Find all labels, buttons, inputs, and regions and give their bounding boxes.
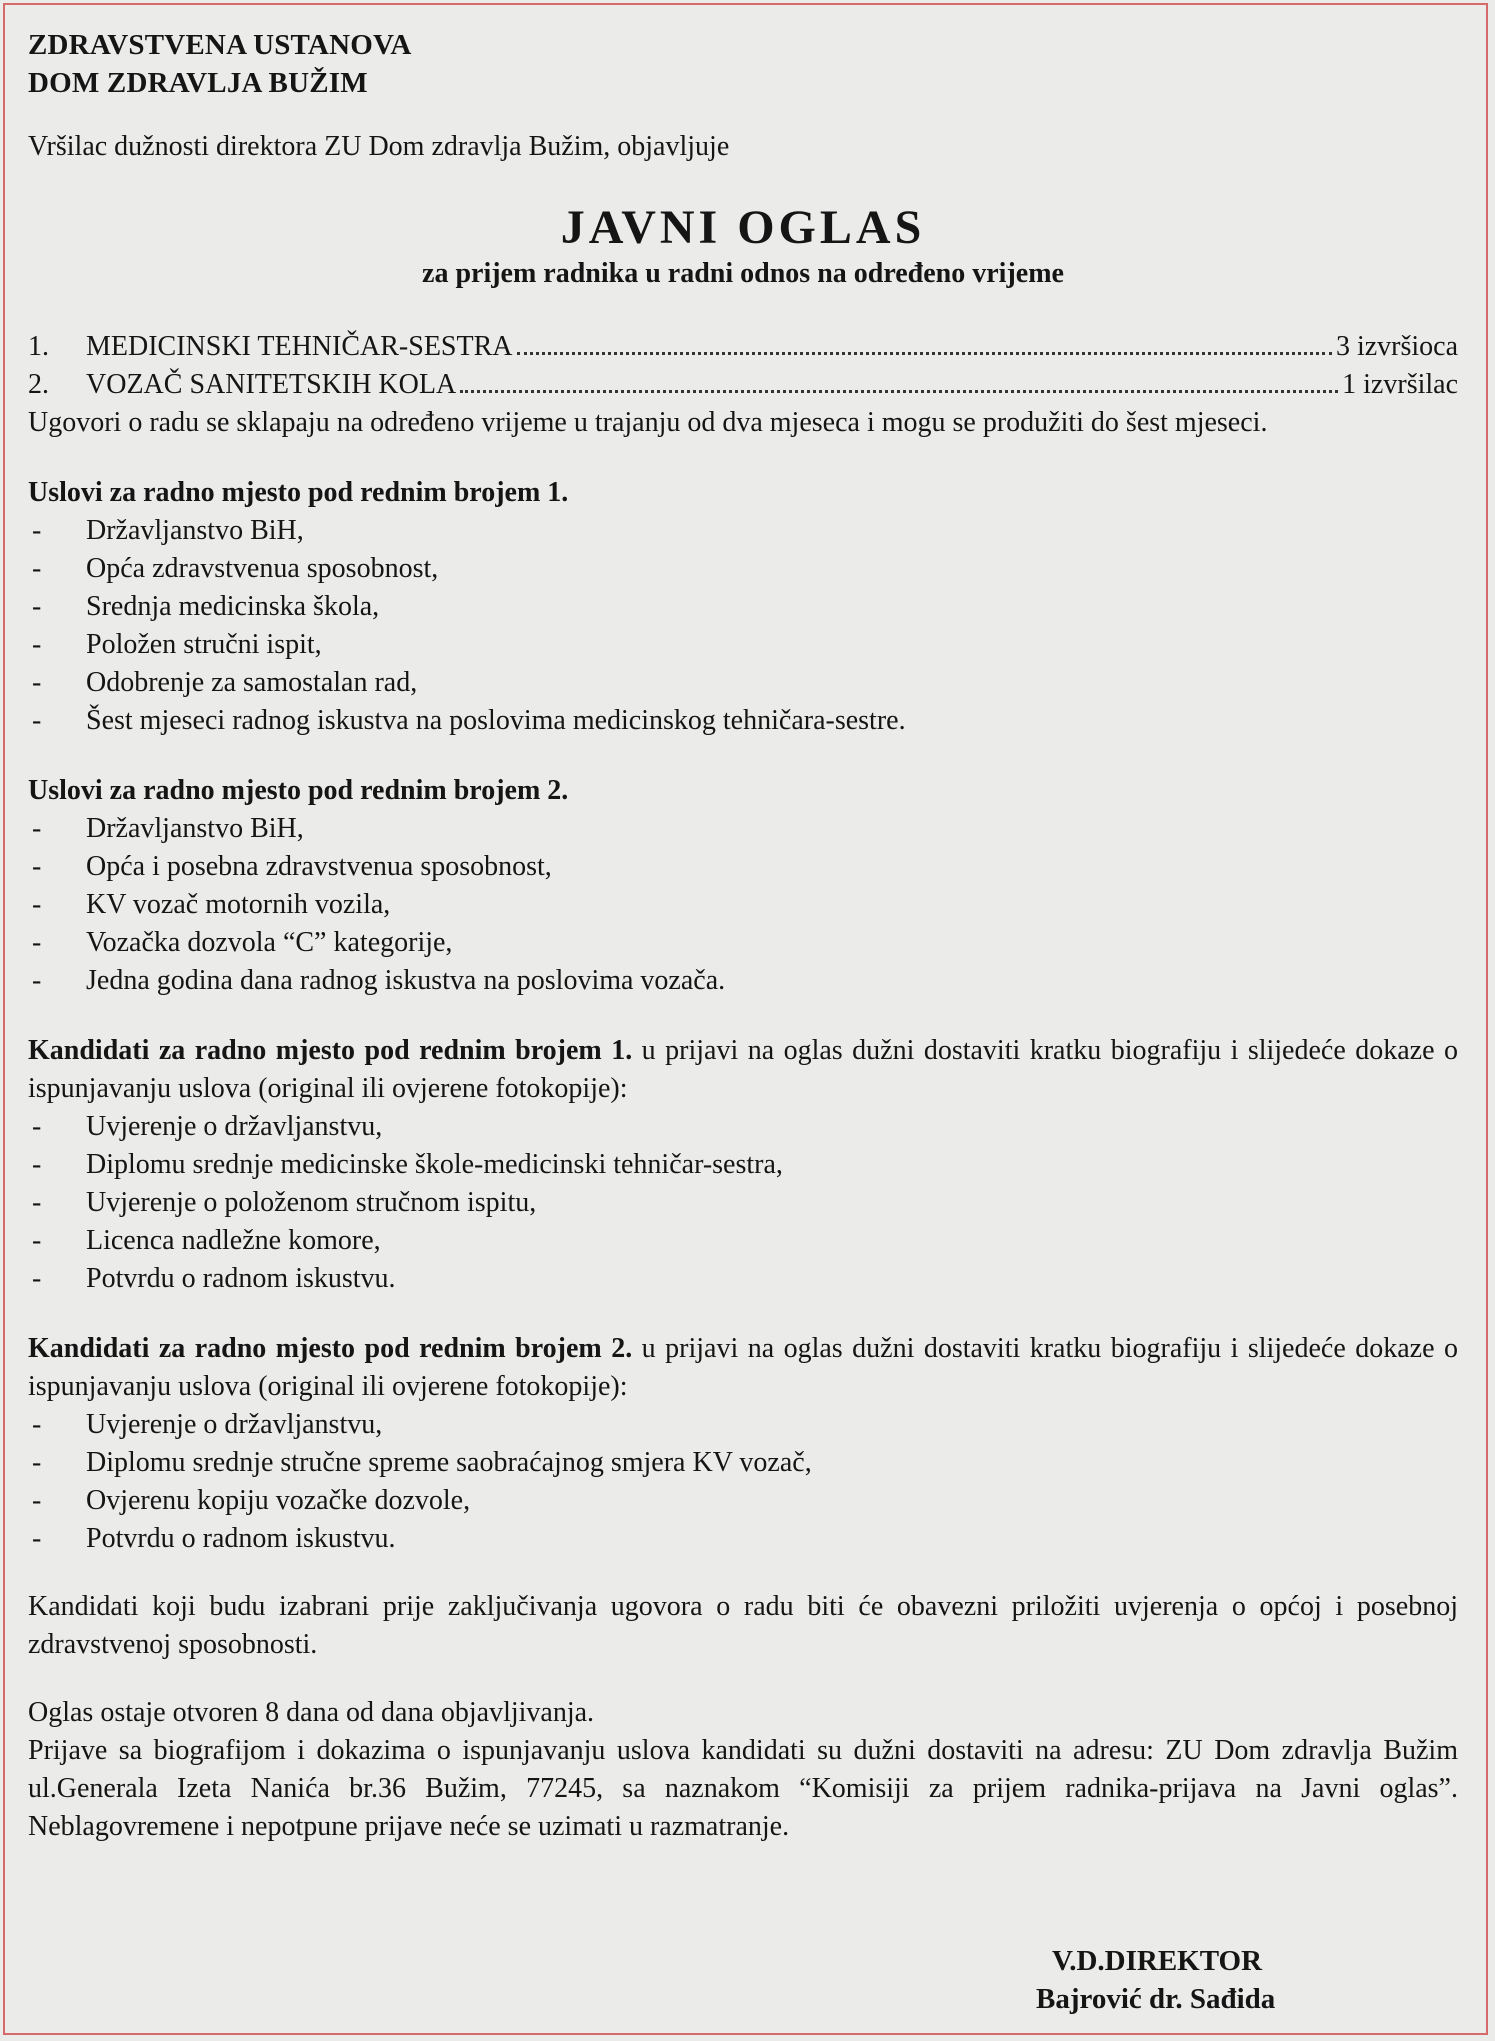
list-item-text: Odobrenje za samostalan rad,	[86, 667, 418, 698]
list-item	[28, 1222, 1458, 1260]
dash-bullet: -	[32, 813, 42, 844]
list-item	[28, 702, 1458, 740]
dash-bullet: -	[32, 1225, 42, 1256]
dash-bullet: -	[32, 591, 42, 622]
position-row	[28, 366, 1458, 404]
list-item	[28, 512, 1458, 550]
list-item-text: Državljanstvo BiH,	[86, 813, 304, 844]
list-item-text: Srednja medicinska škola,	[86, 591, 380, 622]
dot-leader	[460, 389, 1338, 393]
open-period-note: Oglas ostaje otvoren 8 dana od dana objavljivanja.	[28, 1697, 595, 1728]
list-item-text: Diplomu srednje stručne spreme saobraćajnog smjera KV vozač,	[86, 1447, 812, 1478]
dash-bullet: -	[32, 667, 42, 698]
dash-bullet: -	[32, 1409, 42, 1440]
position-name: VOZAČ SANITETSKIH KOLA	[86, 369, 457, 400]
list-item-text: Položen stručni ispit,	[86, 629, 322, 660]
list-item-text: Šest mjeseci radnog iskustva na poslovima medicinskog tehničara-sestre.	[86, 705, 906, 736]
candidates-2-lead: Kandidati za radno mjesto pod rednim brojem 2.	[28, 1333, 633, 1364]
conditions-1-list	[28, 512, 1458, 740]
list-item	[28, 1482, 1458, 1520]
submission-instructions: Prijave sa biografijom i dokazima o ispunjavanju uslova kandidati su dužni dostaviti na adresu: ZU Dom zdravlja Bužim ul.Generala Izeta Nanića br.36 Bužim, 77245, sa naznakom “Komisiji za prijem radnika-prijava na Javni oglas”. Neblagovremene i nepotpune prijave neće se uzimati u razmatranje.	[28, 1735, 1458, 1842]
list-item	[28, 1146, 1458, 1184]
document-title: JAVNI OGLAS	[560, 201, 926, 254]
list-item-text: Diplomu srednje medicinske škole-medicinski tehničar-sestra,	[86, 1149, 783, 1180]
list-item-text: KV vozač motornih vozila,	[86, 889, 391, 920]
document-subtitle: za prijem radnika u radni odnos na određeno vrijeme	[422, 258, 1064, 289]
dash-bullet: -	[32, 553, 42, 584]
list-item-text: Opća i posebna zdravstvenua sposobnost,	[86, 851, 552, 882]
list-item	[28, 848, 1458, 886]
candidates-2-text: u prijavi na oglas dužni dostaviti kratku biografiju i slijedeće dokaze o ispunjavanju uslova (original ili ovjerene fotokopije):	[28, 1333, 1458, 1402]
list-item	[28, 810, 1458, 848]
dot-leader	[517, 351, 1332, 355]
dash-bullet: -	[32, 1149, 42, 1180]
list-item-text: Državljanstvo BiH,	[86, 515, 304, 546]
candidates-2-paragraph	[28, 1330, 1458, 1406]
list-item-text: Opća zdravstvenua sposobnost,	[86, 553, 439, 584]
dash-bullet: -	[32, 851, 42, 882]
dash-bullet: -	[32, 515, 42, 546]
signature-role: V.D.DIREKTOR	[1052, 1945, 1263, 1977]
list-item	[28, 924, 1458, 962]
candidates-1-text: u prijavi na oglas dužni dostaviti kratku biografiju i slijedeće dokaze o ispunjavanju uslova (original ili ovjerene fotokopije):	[28, 1035, 1458, 1104]
dash-bullet: -	[32, 1447, 42, 1478]
dash-bullet: -	[32, 1263, 42, 1294]
candidates-1-list	[28, 1108, 1458, 1298]
signature-block	[1036, 1942, 1275, 2018]
list-item	[28, 886, 1458, 924]
candidates-1-paragraph	[28, 1032, 1458, 1108]
list-item	[28, 962, 1458, 1000]
list-item	[28, 1520, 1458, 1558]
positions-list	[28, 328, 1458, 404]
candidates-1-lead: Kandidati za radno mjesto pod rednim brojem 1.	[28, 1035, 633, 1066]
position-number: 1.	[28, 331, 49, 362]
position-count: 3 izvršioca	[1335, 331, 1458, 362]
list-item	[28, 1260, 1458, 1298]
dash-bullet: -	[32, 1111, 42, 1142]
candidates-2-list	[28, 1406, 1458, 1558]
signature-name: Bajrović dr. Sađida	[1036, 1983, 1276, 2015]
list-item	[28, 1108, 1458, 1146]
list-item	[28, 626, 1458, 664]
document-body	[28, 26, 1458, 1846]
position-name: MEDICINSKI TEHNIČAR-SESTRA	[86, 331, 513, 362]
position-row	[28, 328, 1458, 366]
list-item-text: Uvjerenje o državljanstvu,	[86, 1111, 383, 1142]
dash-bullet: -	[32, 1485, 42, 1516]
position-number: 2.	[28, 369, 49, 400]
list-item-text: Uvjerenje o položenom stručnom ispitu,	[86, 1187, 537, 1218]
dash-bullet: -	[32, 965, 42, 996]
list-item	[28, 664, 1458, 702]
list-item-text: Licenca nadležne komore,	[86, 1225, 381, 1256]
selected-candidates-note: Kandidati koji budu izabrani prije zaključivanja ugovora o radu biti će obavezni priložiti uvjerenja o općoj i posebnoj zdravstvenoj sposobnosti.	[28, 1591, 1458, 1660]
org-name-line-2: DOM ZDRAVLJA BUŽIM	[28, 67, 368, 99]
dash-bullet: -	[32, 705, 42, 736]
list-item	[28, 550, 1458, 588]
dash-bullet: -	[32, 1523, 42, 1554]
list-item-text: Jedna godina dana radnog iskustva na poslovima vozača.	[86, 965, 726, 996]
list-item	[28, 1184, 1458, 1222]
dash-bullet: -	[32, 927, 42, 958]
dash-bullet: -	[32, 1187, 42, 1218]
dash-bullet: -	[32, 629, 42, 660]
position-count: 1 izvršilac	[1342, 369, 1458, 400]
contract-note: Ugovori o radu se sklapaju na određeno vrijeme u trajanju od dva mjeseca i mogu se produžiti do šest mjeseci.	[28, 407, 1268, 438]
conditions-1-heading: Uslovi za radno mjesto pod rednim brojem 1.	[28, 477, 569, 508]
intro-text: Vršilac dužnosti direktora ZU Dom zdravlja Bužim, objavljuje	[28, 131, 730, 162]
dash-bullet: -	[32, 889, 42, 920]
list-item	[28, 1406, 1458, 1444]
list-item-text: Uvjerenje o državljanstvu,	[86, 1409, 383, 1440]
list-item-text: Ovjerenu kopiju vozačke dozvole,	[86, 1485, 471, 1516]
conditions-2-list	[28, 810, 1458, 1000]
org-name-line-1: ZDRAVSTVENA USTANOVA	[28, 29, 412, 61]
list-item-text: Vozačka dozvola “C” kategorije,	[86, 927, 453, 958]
list-item	[28, 588, 1458, 626]
list-item-text: Potvrdu o radnom iskustvu.	[86, 1523, 396, 1554]
list-item	[28, 1444, 1458, 1482]
list-item-text: Potvrdu o radnom iskustvu.	[86, 1263, 396, 1294]
conditions-2-heading: Uslovi za radno mjesto pod rednim brojem 2.	[28, 775, 569, 806]
